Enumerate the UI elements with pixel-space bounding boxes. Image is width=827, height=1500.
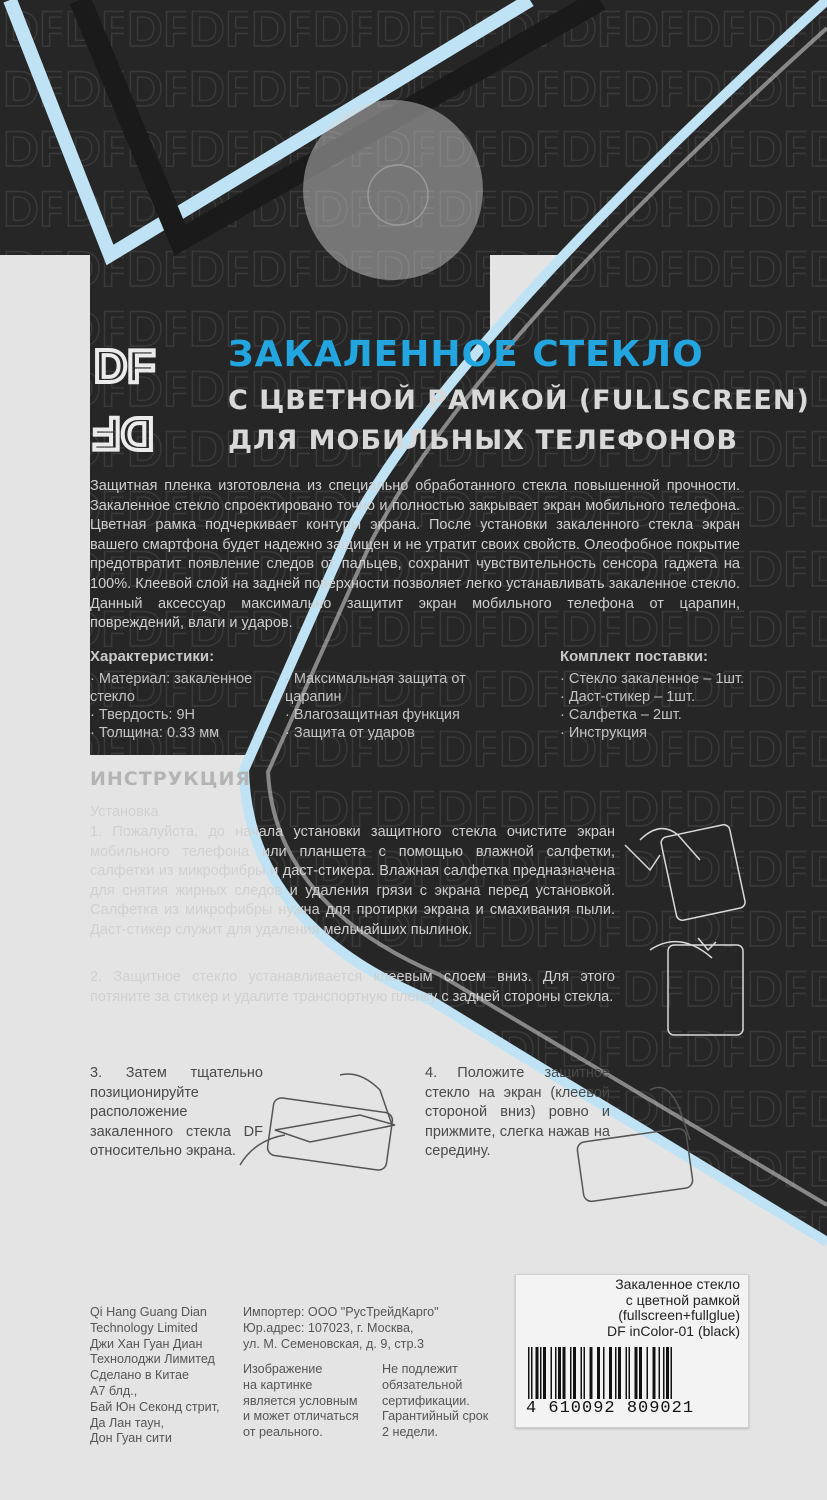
title-line-1: ЗАКАЛЕННОЕ СТЕКЛО xyxy=(228,334,704,375)
importer-info: Импортер: ООО "РусТрейдКарго" Юр.адрес: 107023, г. Москва, ул. М. Семеновская, д. 9, стр.3 xyxy=(243,1305,439,1351)
barcode-bar xyxy=(666,1347,669,1399)
barcode-bar xyxy=(543,1347,546,1399)
barcode-bar xyxy=(555,1347,557,1399)
instructions-heading: ИНСТРУКЦИЯ xyxy=(90,768,251,790)
barcode-bar xyxy=(609,1347,612,1399)
barcode-bar xyxy=(540,1347,542,1399)
barcode-bar xyxy=(581,1347,583,1399)
specs-list-2 xyxy=(285,670,475,742)
barcode-bar xyxy=(570,1347,572,1399)
spec-item: · Твердость: 9H xyxy=(90,706,270,724)
kit-item: · Даст-стикер – 1шт. xyxy=(560,688,760,706)
barcode-bar xyxy=(573,1347,576,1399)
barcode-bar xyxy=(635,1347,638,1399)
instruction-step-1: 1. Пожалуйста, до начала установки защитного стекла очистите экран мобильного телефона или планшета с помощью влажной салфетки, салфетки из микрофибры и даст-стикера. Влажная салфетка предназначена для снятия жирных следов и удаления грязи с экрана перед установкой. Салфетка из микрофибры нужна для протирки экрана и смахивания пыли. Даст-стикер служит для удаления мельчайших пылинок. xyxy=(90,824,615,938)
instruction-step-4: 4. Положите защитное стекло на экран (клеевой стороной вниз) ровно и прижмите, слегка нажав на середину. xyxy=(425,1065,610,1160)
certification-info: Не подлежит обязательной сертификации. Гарантийный срок 2 недели. xyxy=(382,1362,489,1440)
spec-item: · Максимальная защита от царапин xyxy=(285,670,475,706)
manufacturer-info: Qi Hang Guang Dian Technology Limited Джи Хан Гуан Диан Технолоджи Лимитед Сделано в Китае А7 блд., Бай Юн Секонд стрит, Да Лан таун, Дон Гуан сити xyxy=(90,1305,220,1446)
barcode-bar xyxy=(531,1347,533,1399)
barcode-bar xyxy=(563,1347,566,1399)
image-disclaimer: Изображение на картинке является условным и может отличаться от реального. xyxy=(243,1362,359,1440)
barcode-bar xyxy=(626,1347,628,1399)
barcode-bar xyxy=(597,1347,600,1399)
barcode-bar xyxy=(653,1347,656,1399)
sticker-text: Закаленное стекло с цветной рамкой (fullscreen+fullglue) DF inColor-01 (black) xyxy=(606,1276,740,1339)
barcode-bar xyxy=(528,1347,530,1399)
spec-item: · Толщина: 0.33 мм xyxy=(90,724,270,742)
product-sticker xyxy=(515,1274,749,1428)
instruction-step-2: 2. Защитное стекло устанавливается клеевым слоем вниз. Для этого потяните за стикер и удалите транспортную пленку с задней стороны стекла. xyxy=(90,969,615,1005)
barcode-bar xyxy=(671,1347,673,1399)
barcode-bar xyxy=(647,1347,649,1399)
spec-item: · Материал: закаленное стекло xyxy=(90,670,270,706)
barcode-bar xyxy=(639,1347,642,1399)
barcode-bar xyxy=(536,1347,539,1399)
title-line-2: С ЦВЕТНОЙ РАМКОЙ (FULLSCREEN) xyxy=(228,385,810,416)
instructions-subheading: Установка xyxy=(90,804,159,820)
product-description: Защитная пленка изготовлена из специально обработанного стекла повышенной прочности. Закаленное стекло спроектировано точно и полностью закрывает экран мобильного телефона. Цветная рамка подчеркивает контуры экрана. После установки закаленного стекла экран вашего смартфона будет надежно защищен и не утратит своих свойств. Олеофобное покрытие предотвратит появление следов от пальцев, сохранит чувствительность сенсора гаджета на 100%. Клеевой слой на задней поверхности позволяет легко устанавливать закаленное стекло. Данный аксессуар максимально защитит экран мобильного телефона от царапин, повреждений, влаги и ударов. xyxy=(90,478,740,632)
specs-heading: Характеристики: xyxy=(90,648,215,665)
svg-text:DF: DF xyxy=(94,340,156,392)
specs-list-1 xyxy=(90,670,270,742)
title-line-3: ДЛЯ МОБИЛЬНЫХ ТЕЛЕФОНОВ xyxy=(228,425,739,456)
spec-item: · Защита от ударов xyxy=(285,724,475,742)
svg-text:DF: DF xyxy=(92,408,154,460)
kit-item: · Стекло закаленное – 1шт. xyxy=(560,670,760,688)
kit-item: · Инструкция xyxy=(560,724,760,742)
barcode-bar xyxy=(551,1347,553,1399)
barcode-bar xyxy=(590,1347,593,1399)
kit-item: · Салфетка – 2шт. xyxy=(560,706,760,724)
barcode-bar xyxy=(663,1347,665,1399)
kit-heading: Комплект поставки: xyxy=(560,648,708,665)
barcode-bar xyxy=(629,1347,631,1399)
barcode-bar xyxy=(659,1347,661,1399)
barcode-icon xyxy=(526,1347,738,1399)
barcode-bar xyxy=(603,1347,605,1399)
barcode-bar xyxy=(618,1347,621,1399)
instruction-step-3: 3. Затем тщательно позиционируйте расположение закаленного стекла DF относительно экрана. xyxy=(90,1065,263,1160)
spec-item: · Влагозащитная функция xyxy=(285,706,475,724)
barcode-bar xyxy=(584,1347,586,1399)
barcode-bar xyxy=(558,1347,561,1399)
kit-list xyxy=(560,670,760,742)
barcode-bar xyxy=(615,1347,617,1399)
barcode-number: 4 610092 809021 xyxy=(526,1399,695,1418)
